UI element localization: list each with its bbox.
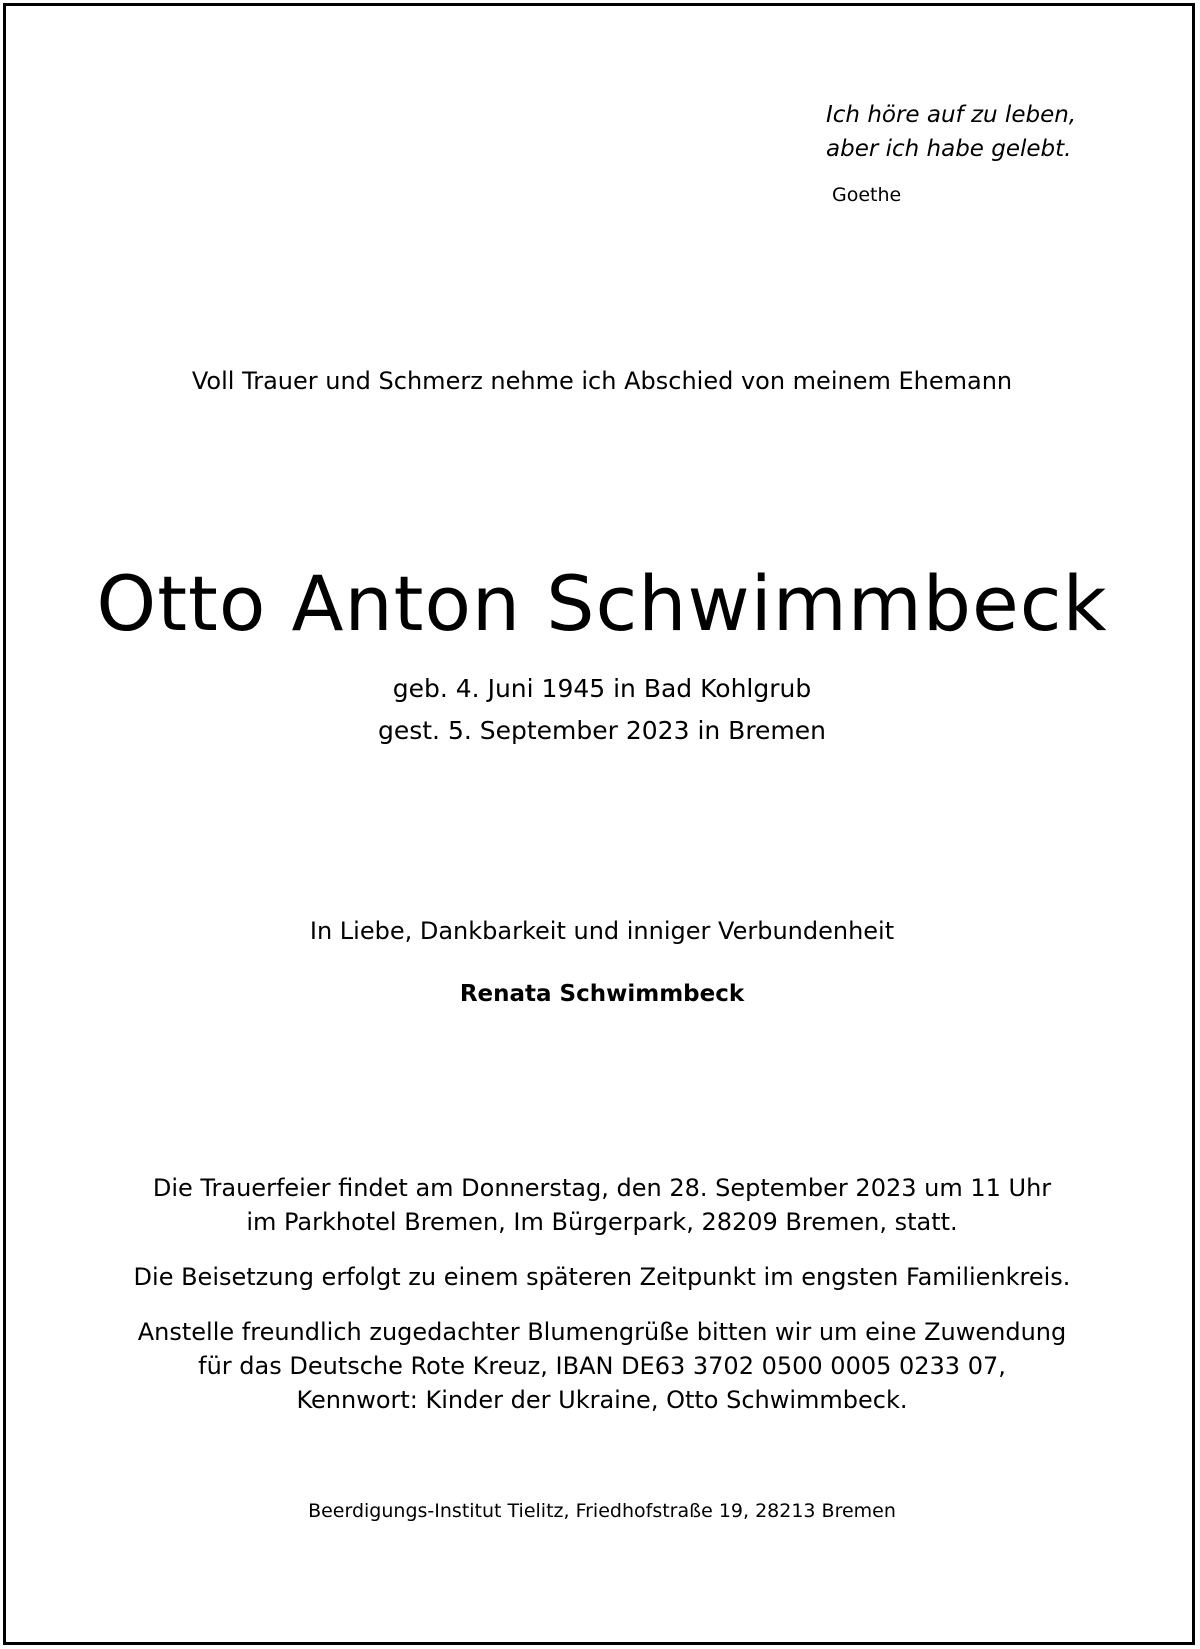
love-line: In Liebe, Dankbarkeit und inniger Verbundenheit bbox=[309, 917, 895, 945]
funeral-home: Beerdigungs-Institut Tielitz, Friedhofstraße 19, 28213 Bremen bbox=[308, 1500, 896, 1522]
ceremony-line-2: im Parkhotel Bremen, Im Bürgerpark, 28209 Bremen, statt. bbox=[246, 1208, 958, 1236]
donation-line-1: Anstelle freundlich zugedachter Blumengrüße bitten wir um eine Zuwendung bbox=[137, 1318, 1067, 1346]
deceased-name: Otto Anton Schwimmbeck bbox=[96, 559, 1108, 648]
signer-name: Renata Schwimmbeck bbox=[459, 981, 745, 1007]
quote-author: Goethe bbox=[832, 184, 902, 206]
ceremony-line-1: Die Trauerfeier findet am Donnerstag, den 28. September 2023 um 11 Uhr bbox=[152, 1174, 1052, 1202]
quote-line-2: aber ich habe gelebt. bbox=[826, 136, 1072, 162]
burial-text: Die Beisetzung erfolgt zu einem späteren Zeitpunkt im engsten Familienkreis. bbox=[133, 1263, 1071, 1291]
obituary-frame bbox=[3, 3, 1195, 1645]
quote-line-1: Ich höre auf zu leben, bbox=[826, 102, 1077, 128]
donation-line-3: Kennwort: Kinder der Ukraine, Otto Schwimmbeck. bbox=[296, 1386, 908, 1414]
birth-date: geb. 4. Juni 1945 in Bad Kohlgrub bbox=[392, 674, 812, 703]
death-date: gest. 5. September 2023 in Bremen bbox=[377, 716, 827, 745]
donation-line-2: für das Deutsche Rote Kreuz, IBAN DE63 3702 0500 0005 0233 07, bbox=[198, 1352, 1006, 1380]
intro-text: Voll Trauer und Schmerz nehme ich Abschied von meinem Ehemann bbox=[191, 367, 1013, 395]
